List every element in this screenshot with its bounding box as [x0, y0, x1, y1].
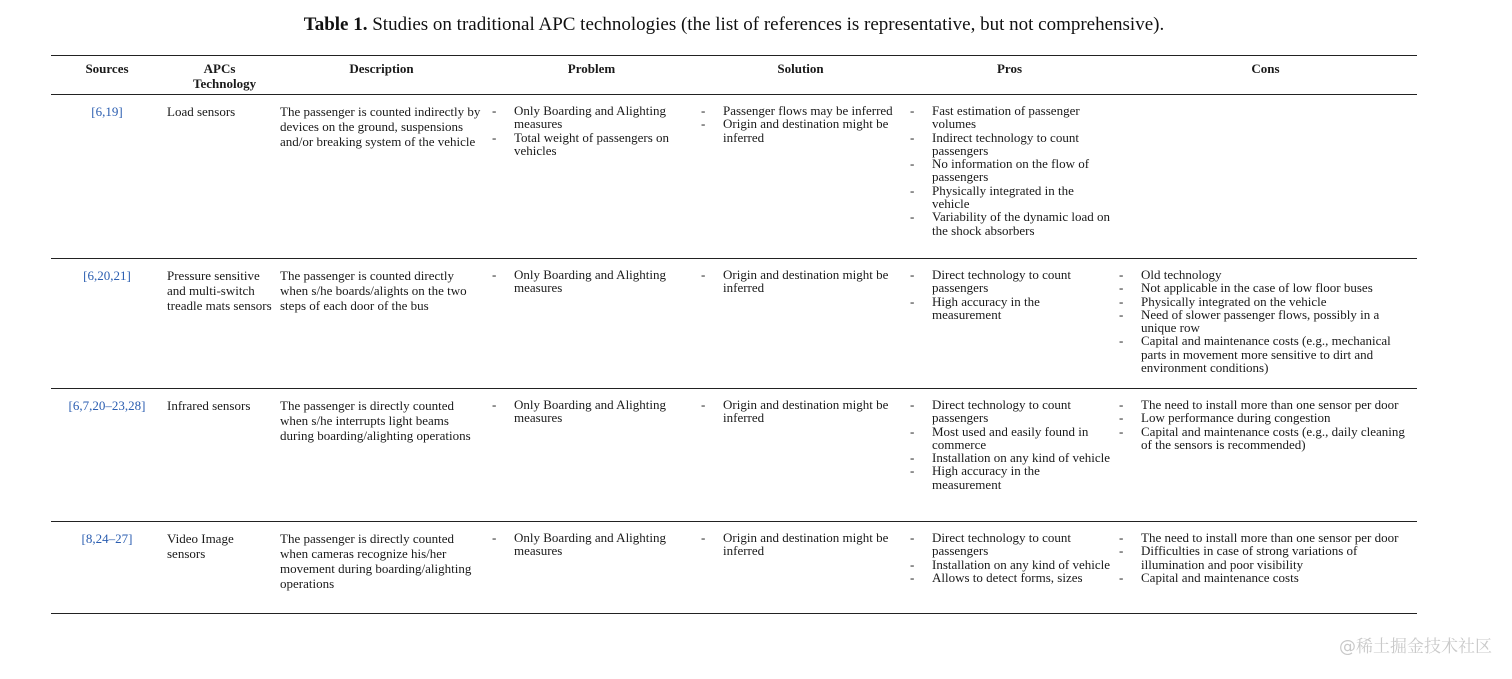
- header-description: Description: [349, 61, 414, 76]
- list-item: - Not applicable in the case of low floor buses: [1118, 281, 1413, 294]
- problem-cell: [487, 389, 696, 522]
- pros-cell: [905, 259, 1114, 389]
- reference-link[interactable]: [6,7,20–23,28]: [68, 398, 146, 413]
- list-item: - Origin and destination might be inferred: [700, 531, 901, 558]
- list-item: - Only Boarding and Alighting measures: [491, 268, 692, 295]
- solution-cell: [696, 95, 905, 259]
- cell-text: Infrared sensors: [167, 398, 251, 413]
- cell-text: Load sensors: [167, 104, 236, 119]
- cons-list: [1118, 398, 1413, 451]
- list-item: - Physically integrated on the vehicle: [1118, 295, 1413, 308]
- list-item: - Fast estimation of passenger volumes: [909, 104, 1110, 131]
- cell-text: The passenger is directly counted when cameras recognize his/her movement during boarding/alighting operations: [280, 531, 472, 591]
- list-item: - The need to install more than one sensor per door: [1118, 531, 1413, 544]
- list-item: - Old technology: [1118, 268, 1413, 281]
- pros-list: [909, 398, 1110, 491]
- technology-cell: [163, 259, 276, 389]
- pros-cell: [905, 95, 1114, 259]
- solution-cell: [696, 259, 905, 389]
- description-cell: [276, 522, 487, 614]
- list-item: - Only Boarding and Alighting measures: [491, 398, 692, 425]
- list-item: - Allows to detect forms, sizes: [909, 571, 1110, 584]
- list-item: - Origin and destination might be inferred: [700, 117, 901, 144]
- sources-cell: [51, 522, 163, 614]
- header-technology: APCs Technology: [193, 61, 257, 91]
- solution-cell: [696, 389, 905, 522]
- caption-text: Studies on traditional APC technologies (the list of references is representative, but not comprehensive).: [372, 14, 1165, 35]
- technology-cell: [163, 95, 276, 259]
- header-problem: Problem: [567, 61, 616, 76]
- description-cell: [276, 95, 487, 259]
- description-cell: [276, 259, 487, 389]
- cell-text: Video Image sensors: [167, 531, 234, 561]
- pros-list: [909, 531, 1110, 584]
- list-item: - Installation on any kind of vehicle: [909, 558, 1110, 571]
- cons-cell: [1114, 522, 1417, 614]
- table-row: [51, 389, 1417, 522]
- list-item: - Physically integrated in the vehicle: [909, 184, 1110, 211]
- problem-list: [491, 398, 692, 425]
- list-item: - Only Boarding and Alighting measures: [491, 531, 692, 558]
- pros-list: [909, 104, 1110, 237]
- list-item: - High accuracy in the measurement: [909, 295, 1110, 322]
- list-item: - Direct technology to count passengers: [909, 268, 1110, 295]
- problem-cell: [487, 522, 696, 614]
- table-caption: [0, 14, 1468, 36]
- description-cell: [276, 389, 487, 522]
- list-item: - Direct technology to count passengers: [909, 531, 1110, 558]
- technology-cell: [163, 389, 276, 522]
- list-item: - Capital and maintenance costs: [1118, 571, 1413, 584]
- list-item: - Most used and easily found in commerce: [909, 425, 1110, 452]
- list-item: - Installation on any kind of vehicle: [909, 451, 1110, 464]
- table-row: [51, 95, 1417, 259]
- cons-cell: [1114, 389, 1417, 522]
- reference-link[interactable]: [8,24–27]: [81, 531, 133, 546]
- list-item: - Total weight of passengers on vehicles: [491, 131, 692, 158]
- problem-list: [491, 531, 692, 558]
- sources-cell: [51, 259, 163, 389]
- header-pros: Pros: [996, 61, 1023, 76]
- list-item: - Difficulties in case of strong variations of illumination and poor visibility: [1118, 544, 1413, 571]
- table-row: [51, 259, 1417, 389]
- reference-link[interactable]: [6,19]: [91, 104, 123, 119]
- header-cons: Cons: [1251, 61, 1280, 76]
- list-item: - Passenger flows may be inferred: [700, 104, 901, 117]
- cell-text: Pressure sensitive and multi-switch treadle mats sensors: [167, 268, 272, 313]
- pros-list: [909, 268, 1110, 321]
- table-row: [51, 522, 1417, 614]
- technology-cell: [163, 522, 276, 614]
- solution-list: [700, 531, 901, 558]
- cell-text: The passenger is counted directly when s/he boards/alights on the two steps of each door of the bus: [280, 268, 467, 313]
- solution-list: [700, 268, 901, 295]
- cons-cell: [1114, 259, 1417, 389]
- sources-cell: [51, 95, 163, 259]
- list-item: - No information on the flow of passengers: [909, 157, 1110, 184]
- list-item: - Need of slower passenger flows, possibly in a unique row: [1118, 308, 1413, 335]
- apc-technologies-table: [51, 55, 1417, 614]
- cons-cell: [1114, 95, 1417, 259]
- cons-list: [1118, 531, 1413, 584]
- list-item: - Low performance during congestion: [1118, 411, 1413, 424]
- reference-link[interactable]: [6,20,21]: [83, 268, 131, 283]
- problem-cell: [487, 95, 696, 259]
- list-item: - Capital and maintenance costs (e.g., daily cleaning of the sensors is recommended): [1118, 425, 1413, 452]
- header-solution: Solution: [777, 61, 824, 76]
- solution-list: [700, 104, 901, 144]
- problem-list: [491, 104, 692, 157]
- sources-cell: [51, 389, 163, 522]
- solution-cell: [696, 522, 905, 614]
- list-item: - Indirect technology to count passengers: [909, 131, 1110, 158]
- list-item: - Direct technology to count passengers: [909, 398, 1110, 425]
- solution-list: [700, 398, 901, 425]
- table-header-row: [51, 56, 1417, 95]
- list-item: - Variability of the dynamic load on the shock absorbers: [909, 210, 1110, 237]
- list-item: - Capital and maintenance costs (e.g., mechanical parts in movement more sensitive to dirt and environment conditions): [1118, 334, 1413, 374]
- pros-cell: [905, 389, 1114, 522]
- list-item: - Only Boarding and Alighting measures: [491, 104, 692, 131]
- list-item: - High accuracy in the measurement: [909, 464, 1110, 491]
- problem-list: [491, 268, 692, 295]
- header-sources: Sources: [85, 61, 129, 76]
- watermark: @稀土掘金技术社区: [1339, 637, 1492, 657]
- cons-list: [1118, 268, 1413, 374]
- pros-cell: [905, 522, 1114, 614]
- cell-text: The passenger is directly counted when s/he interrupts light beams during boarding/alighting operations: [280, 398, 471, 443]
- cell-text: The passenger is counted indirectly by devices on the ground, suspensions and/or breaking system of the vehicle: [280, 104, 481, 149]
- list-item: - Origin and destination might be inferred: [700, 268, 901, 295]
- caption-label: Table 1.: [303, 14, 368, 35]
- list-item: - Origin and destination might be inferred: [700, 398, 901, 425]
- problem-cell: [487, 259, 696, 389]
- list-item: - The need to install more than one sensor per door: [1118, 398, 1413, 411]
